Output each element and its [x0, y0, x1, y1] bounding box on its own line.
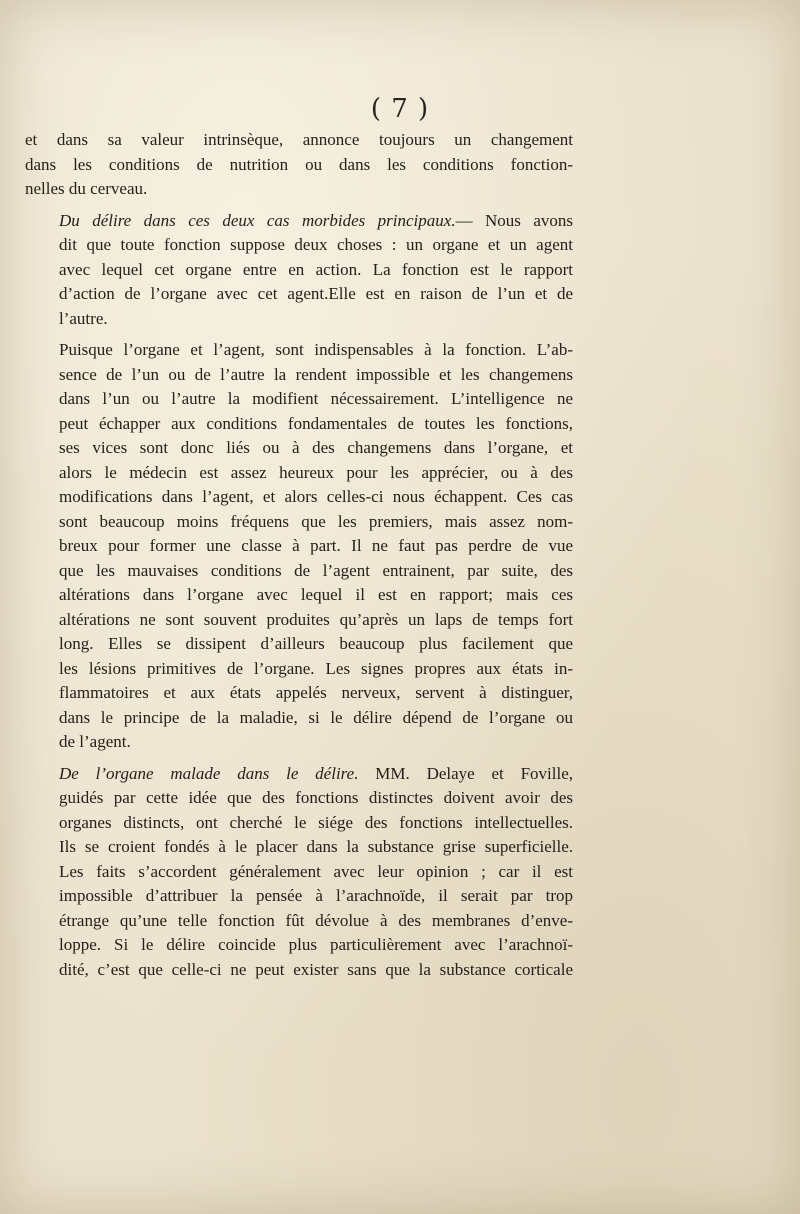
paragraph-3 — [25, 338, 573, 755]
text-line: dans les conditions de nutrition ou dans les conditions fonction- — [25, 154, 573, 174]
text-line: sont beaucoup moins fréquens que les premiers, mais assez nom- — [59, 511, 573, 531]
body-text — [25, 128, 573, 982]
text-line: ses vices sont donc liés ou à des changemens dans l’organe, et — [59, 438, 573, 457]
paragraph-1 — [25, 128, 573, 202]
text-line: modifications dans l’agent, et alors celles-ci nous échappent. Ces cas — [59, 487, 573, 506]
page-number: ( 7 ) — [370, 94, 430, 124]
text-line: altérations ne sont souvent produites qu’après un laps de temps fort — [59, 609, 573, 629]
paragraph-2 — [25, 209, 573, 332]
text-line: que les mauvaises conditions de l’agent entrainent, par suite, des — [59, 560, 573, 580]
text-line: nelles du cerveau. — [25, 179, 148, 198]
paragraph-4 — [25, 762, 573, 983]
text-run: MM. Delaye et Foville, — [375, 763, 573, 783]
text-line: Ils se croient fondés à le placer dans la substance grise superficielle. — [59, 837, 573, 856]
text-line: et dans sa valeur intrinsèque, annonce toujours un changement — [25, 130, 573, 149]
text-line: altérations dans l’organe avec lequel il est en rapport; mais ces — [59, 585, 573, 604]
text-line: dans l’un ou l’autre la modifient nécessairement. L’intelligence ne — [59, 389, 573, 408]
text-line: Les faits s’accordent généralement avec leur opinion ; car il est — [59, 861, 573, 881]
text-line: Puisque l’organe et l’agent, sont indispensables à la fonction. L’ab- — [59, 340, 573, 359]
text-line: organes distincts, ont cherché le siége des fonctions intellectuelles. — [59, 812, 573, 832]
text-line — [25, 209, 573, 234]
text-line: dit que toute fonction suppose deux choses : un organe et un agent — [59, 235, 573, 254]
section-heading: Du délire dans ces deux cas morbides principaux. — [59, 210, 456, 230]
text-line: d’action de l’organe avec cet agent.Elle est en raison de l’un et de — [59, 284, 573, 303]
text-line: étrange qu’une telle fonction fût dévolue à des membranes d’enve- — [59, 910, 573, 930]
text-line: l’autre. — [59, 308, 108, 328]
text-line: guidés par cette idée que des fonctions distinctes doivent avoir des — [59, 788, 573, 807]
text-run: — Nous avons — [455, 210, 573, 230]
text-line: sence de l’un ou de l’autre la rendent impossible et les changemens — [59, 364, 573, 384]
text-line: alors le médecin est assez heureux pour les apprécier, ou à des — [59, 462, 573, 482]
text-line: de l’agent. — [59, 732, 131, 751]
text-line: avec lequel cet organe entre en action. La fonction est le rapport — [59, 259, 573, 279]
text-line: les lésions primitives de l’organe. Les signes propres aux états in- — [59, 658, 573, 678]
text-line: flammatoires et aux états appelés nerveux, servent à distinguer, — [59, 683, 573, 702]
text-line: peut échapper aux conditions fondamentales de toutes les fonctions, — [59, 413, 573, 433]
text-line: impossible d’attribuer la pensée à l’arachnoïde, il serait par trop — [59, 886, 573, 905]
text-line: long. Elles se dissipent d’ailleurs beaucoup plus facilement que — [59, 634, 573, 653]
text-line: dans le principe de la maladie, si le délire dépend de l’organe ou — [59, 707, 573, 727]
section-heading: De l’organe malade dans le délire. — [59, 763, 359, 783]
text-line — [25, 762, 573, 787]
text-line: loppe. Si le délire coincide plus particulièrement avec l’arachnoï- — [59, 935, 573, 954]
text-line: dité, c’est que celle-ci ne peut exister sans que la substance corticale — [59, 959, 573, 979]
text-line: breux pour former une classe à part. Il ne faut pas perdre de vue — [59, 536, 573, 555]
